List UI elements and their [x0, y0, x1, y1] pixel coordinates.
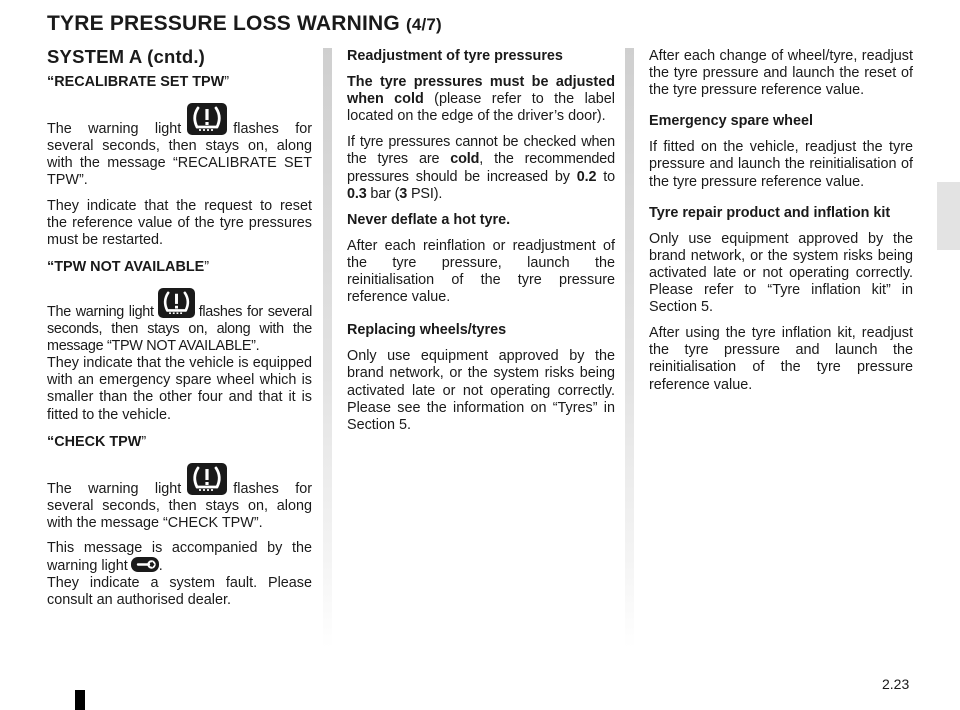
column-divider-left: [323, 48, 332, 648]
message-name: CHECK TPW: [54, 433, 142, 450]
message-heading-not-available: [47, 259, 312, 276]
paragraph-repair-kit-equipment: Only use equipment approved by the brand network, or the system risks being activated late or not operating correctly. Please refer to “Tyre inflation kit” in Section 5.: [649, 230, 913, 316]
message-name: RECALIBRATE SET TPW: [54, 74, 225, 91]
heading-replacing-wheels: Replacing wheels/tyres: [347, 322, 507, 339]
text-after-icon: flashes for several seconds, then stays on, along with the message “TPW NOT AVAILABLE”.: [47, 303, 312, 355]
text-part: If tyre pressures cannot be checked when the tyres are: [347, 134, 615, 168]
section-title: SYSTEM A (cntd.): [47, 46, 206, 67]
paragraph-check: [47, 463, 312, 532]
paragraph-after-reinflation: After each reinflation or readjustment of the tyre pressure, launch the reinitialisation of the tyre pressure reference value.: [347, 237, 615, 306]
title-part: (4/7): [405, 15, 442, 34]
heading-repair-kit: Tyre repair product and inflation kit: [649, 204, 891, 221]
value-max: 0.3: [347, 185, 367, 202]
column-2: [347, 48, 615, 434]
quote-open: “: [47, 258, 55, 275]
text-before-icon: The warning light: [47, 121, 182, 138]
quote-open: “: [47, 74, 55, 91]
paragraph-adjust-when-cold: [347, 74, 615, 125]
value-psi: 3: [399, 185, 408, 202]
paragraph-accompanied: [47, 540, 312, 575]
tyre-pressure-warning-icon: [158, 288, 195, 318]
paragraph-not-available: [47, 288, 312, 355]
quote-close: ”: [141, 433, 147, 450]
paragraph-after-inflation-kit: After using the tyre inflation kit, readjust the tyre pressure and launch the reinitialisation of the tyre pressure reference value.: [649, 325, 913, 393]
heading-emergency-spare: Emergency spare wheel: [649, 113, 813, 130]
title-text: TYRE PRESSURE LOSS WARNING: [47, 12, 400, 35]
heading-readjustment: Readjustment of tyre pressures: [347, 48, 563, 64]
tyre-pressure-warning-icon: [187, 463, 227, 495]
value-min: 0.2: [576, 168, 597, 185]
text-part: bar (: [366, 185, 400, 202]
word-cold: cold: [450, 151, 480, 168]
message-name: TPW NOT AVAILABLE: [54, 258, 205, 275]
message-heading-recalibrate: [47, 74, 312, 91]
text-before-icon: This message is accompanied by the warning light: [47, 539, 312, 575]
column-1: [47, 48, 312, 609]
page-number: 2.23: [882, 676, 910, 692]
paragraph-approved-equipment: Only use equipment approved by the brand network, or the system risks being activated late or not operating correctly. Please see the information on “Tyres” in Section 5.: [347, 348, 615, 433]
corner-mark: [75, 690, 85, 710]
service-warning-icon: [131, 557, 159, 572]
quote-open: “: [47, 433, 55, 450]
page-title: [47, 12, 442, 36]
text-part: to: [596, 168, 616, 185]
paragraph-increase-pressure: [347, 134, 615, 202]
paragraph-after-wheel-change: After each change of wheel/tyre, readjust the tyre pressure and launch the reset of the tyre pressure reference value.: [649, 48, 913, 99]
message-heading-check: [47, 434, 312, 451]
paragraph-not-available-meaning: They indicate that the vehicle is equipped with an emergency spare wheel which is smaller than the other four and that it is fitted to the vehicle.: [47, 355, 312, 423]
text-before-icon: The warning light: [47, 480, 182, 497]
text-part: PSI).: [407, 185, 443, 202]
text-after-icon: flashes for several seconds, then stays on, along with the message “RECALIBRATE SET TPW”.: [47, 121, 312, 189]
instruction-rest: (please refer to the label located on the edge of the driver’s door).: [347, 91, 615, 125]
paragraph-system-fault: They indicate a system fault. Please consult an authorised dealer.: [47, 575, 312, 609]
column-3: [649, 48, 913, 394]
bold-instruction: The tyre pressures must be adjusted when cold: [347, 74, 615, 108]
text-after-icon: flashes for several seconds, then stays on, along with the message “CHECK TPW”.: [47, 480, 312, 531]
tyre-pressure-warning-icon: [187, 103, 227, 135]
heading-never-deflate: Never deflate a hot tyre.: [347, 211, 511, 228]
text-part: , the recommended pressures should be increased by: [347, 151, 615, 185]
text-before-icon: The warning light: [47, 303, 154, 320]
paragraph-recalibrate: [47, 103, 312, 189]
paragraph-recalibrate-meaning: They indicate that the request to reset the reference value of the tyre pressures must be restarted.: [47, 197, 312, 248]
column-divider-right: [625, 48, 634, 648]
paragraph-spare-wheel: If fitted on the vehicle, readjust the tyre pressure and launch the reinitialisation of the tyre pressure reference value.: [649, 139, 913, 190]
quote-close: ”: [204, 258, 210, 275]
quote-close: ”: [224, 74, 230, 91]
text-after-icon: .: [158, 558, 163, 575]
section-tab: [937, 182, 960, 250]
